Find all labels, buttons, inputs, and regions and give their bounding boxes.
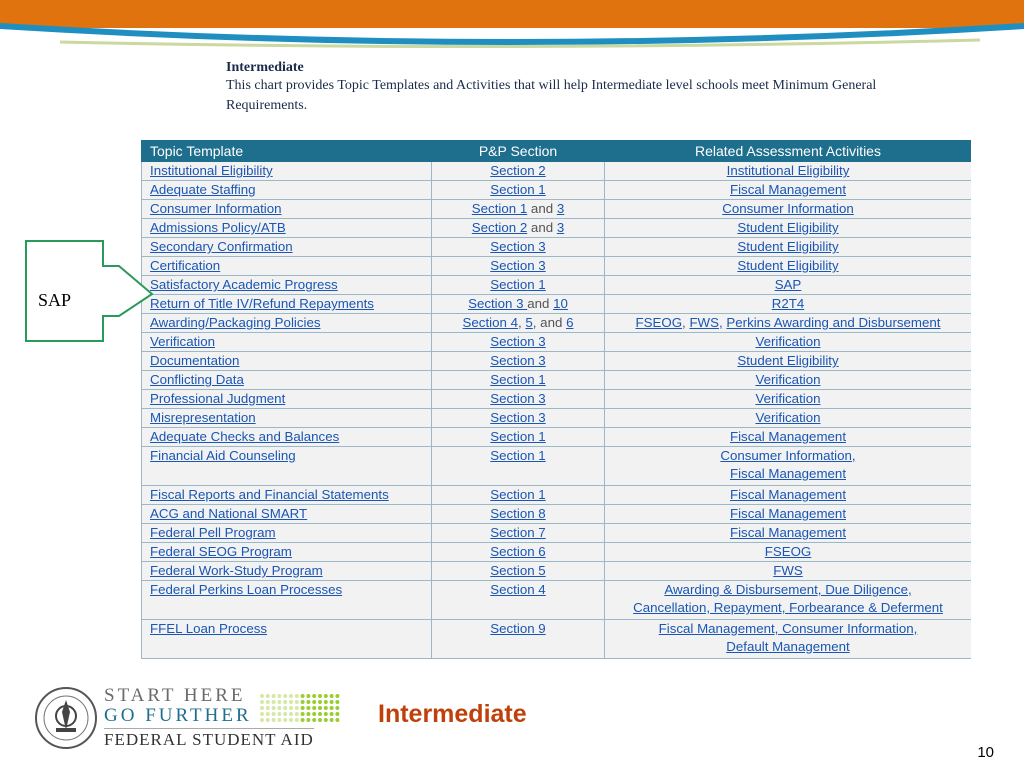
activity-cell <box>605 505 972 524</box>
header-topic-template: Topic Template <box>142 141 432 162</box>
topic-cell <box>142 219 432 238</box>
section-cell <box>432 162 605 181</box>
logo-dot <box>306 706 310 710</box>
intro-block <box>226 60 946 116</box>
section-link[interactable]: Section 1 <box>490 429 546 444</box>
logo-dot <box>301 718 305 722</box>
activity-link[interactable]: Fiscal Management, Consumer Information, <box>658 621 918 636</box>
section-cell <box>432 276 605 295</box>
topic-link[interactable]: ACG and National SMART <box>150 506 308 521</box>
logo-dot <box>295 718 299 722</box>
logo-dot <box>266 712 270 716</box>
logo-dot <box>260 712 264 716</box>
section-link[interactable]: Section 6 <box>490 544 546 559</box>
table-header-row <box>142 141 972 162</box>
section-link[interactable]: 3 <box>556 201 565 216</box>
topic-link[interactable]: Admissions Policy/ATB <box>150 220 286 235</box>
topic-link[interactable]: Federal Work-Study Program <box>150 563 323 578</box>
section-link[interactable]: Section 3 <box>490 410 546 425</box>
activity-link[interactable]: Default Management <box>726 639 850 654</box>
section-link[interactable]: Section 7 <box>490 525 546 540</box>
activity-link[interactable]: R2T4 <box>771 296 805 311</box>
activity-link[interactable]: Consumer Information, <box>720 448 856 463</box>
table-row <box>142 581 972 620</box>
section-cell <box>432 620 605 659</box>
topic-cell <box>142 581 432 620</box>
activity-link[interactable]: FWS, <box>689 315 723 330</box>
topic-cell <box>142 486 432 505</box>
topic-link[interactable]: Consumer Information <box>150 201 282 216</box>
activity-link[interactable]: Awarding & Disbursement, Due Diligence, <box>664 582 912 597</box>
topic-link[interactable]: Fiscal Reports and Financial Statements <box>150 487 389 502</box>
section-link[interactable]: Section 1 <box>490 487 546 502</box>
topic-link[interactable]: Misrepresentation <box>150 410 256 425</box>
logo-dot <box>324 700 328 704</box>
table-row <box>142 333 972 352</box>
logo-dot <box>324 712 328 716</box>
logo-dot <box>301 694 305 698</box>
logo-dot <box>260 718 264 722</box>
sap-callout-label: SAP <box>38 290 72 310</box>
topic-link[interactable]: Professional Judgment <box>150 391 286 406</box>
logo-dot <box>330 694 334 698</box>
table-row <box>142 181 972 200</box>
topic-link[interactable]: Satisfactory Academic Progress <box>150 277 338 292</box>
logo-dot <box>330 706 334 710</box>
table-row <box>142 524 972 543</box>
logo-dot <box>318 706 322 710</box>
topic-template-table <box>141 140 971 659</box>
section-link[interactable]: Section 1 <box>471 201 528 216</box>
section-cell <box>432 314 605 333</box>
topic-cell <box>142 371 432 390</box>
logo-dot <box>272 712 276 716</box>
topic-cell <box>142 505 432 524</box>
activity-link[interactable]: SAP <box>774 277 802 292</box>
section-link[interactable]: 6 <box>566 315 574 330</box>
activity-cell <box>605 181 972 200</box>
section-link[interactable]: Section 3 <box>490 353 546 368</box>
section-cell <box>432 581 605 620</box>
activity-link[interactable]: Student Eligibility <box>737 258 839 273</box>
logo-dot <box>283 706 287 710</box>
table-row <box>142 314 972 333</box>
logo-dot <box>283 694 287 698</box>
section-link[interactable]: 10 <box>553 296 568 311</box>
topic-link[interactable]: Certification <box>150 258 221 273</box>
table-row <box>142 352 972 371</box>
logo-dot <box>266 694 270 698</box>
section-cell <box>432 352 605 371</box>
logo-dot <box>324 694 328 698</box>
logo-dot <box>272 694 276 698</box>
logo-dot <box>283 718 287 722</box>
logo-dot <box>289 700 293 704</box>
section-link[interactable]: Section 3 <box>490 258 546 273</box>
activity-cell <box>605 543 972 562</box>
section-cell <box>432 486 605 505</box>
activity-line <box>613 638 963 656</box>
topic-cell <box>142 162 432 181</box>
table-row <box>142 620 972 659</box>
logo-dot <box>266 706 270 710</box>
section-cell <box>432 428 605 447</box>
separator-text: and <box>527 220 557 235</box>
topic-cell <box>142 409 432 428</box>
activity-cell <box>605 333 972 352</box>
activity-link[interactable]: Student Eligibility <box>737 239 839 254</box>
topic-cell <box>142 447 432 486</box>
topic-cell <box>142 238 432 257</box>
section-link[interactable]: Section 9 <box>490 621 546 636</box>
logo-dot <box>283 712 287 716</box>
topic-cell <box>142 314 432 333</box>
logo-dot <box>318 712 322 716</box>
section-link[interactable]: Section 2 <box>490 163 546 178</box>
activity-line <box>613 465 963 483</box>
section-cell <box>432 181 605 200</box>
topic-link[interactable]: Adequate Checks and Balances <box>150 429 340 444</box>
activity-line <box>613 581 963 599</box>
activity-cell <box>605 352 972 371</box>
section-cell <box>432 371 605 390</box>
logo-dot <box>301 706 305 710</box>
logo-line-start-here: START HERE <box>104 685 246 706</box>
topic-link[interactable]: Return of Title IV/Refund Repayments <box>150 296 374 311</box>
logo-dot <box>312 694 316 698</box>
activity-cell <box>605 219 972 238</box>
activity-link[interactable]: Fiscal Management <box>729 487 847 502</box>
section-cell <box>432 505 605 524</box>
logo-dot <box>330 718 334 722</box>
activity-link[interactable]: Verification <box>755 391 821 406</box>
section-link[interactable]: Section 8 <box>490 506 546 521</box>
logo-dot <box>277 706 281 710</box>
activity-link[interactable]: Fiscal Management <box>729 182 847 197</box>
topic-cell <box>142 181 432 200</box>
table-body <box>142 162 972 659</box>
logo-dot <box>306 718 310 722</box>
logo-dot <box>277 718 281 722</box>
logo-dots-graphic <box>258 692 342 726</box>
section-cell <box>432 447 605 486</box>
topic-cell <box>142 428 432 447</box>
topic-link[interactable]: Secondary Confirmation <box>150 239 293 254</box>
logo-dot <box>272 700 276 704</box>
table-row <box>142 295 972 314</box>
logo-dot <box>277 712 281 716</box>
activity-cell <box>605 238 972 257</box>
activity-link[interactable]: Cancellation, Repayment, Forbearance & Deferment <box>633 600 943 615</box>
activity-cell <box>605 620 972 659</box>
table-row <box>142 257 972 276</box>
activity-cell <box>605 409 972 428</box>
table-row <box>142 447 972 486</box>
activity-link[interactable]: FWS <box>773 563 803 578</box>
logo-dot <box>272 718 276 722</box>
table-row <box>142 562 972 581</box>
topic-cell <box>142 543 432 562</box>
activity-cell <box>605 524 972 543</box>
table-row <box>142 409 972 428</box>
activity-cell <box>605 486 972 505</box>
topic-link[interactable]: Documentation <box>150 353 240 368</box>
activity-cell <box>605 447 972 486</box>
topic-cell <box>142 257 432 276</box>
logo-line-go-further: GO FURTHER <box>104 705 252 726</box>
activity-link[interactable]: Fiscal Management <box>729 466 847 481</box>
activity-line <box>613 620 963 638</box>
topic-link[interactable]: Verification <box>150 334 216 349</box>
logo-dot <box>312 718 316 722</box>
intro-description: This chart provides Topic Templates and Activities that will help Intermediate level schools meet Minimum General Requirements. <box>226 78 877 113</box>
section-link[interactable]: Section 1 <box>490 448 546 463</box>
section-cell <box>432 409 605 428</box>
topic-cell <box>142 276 432 295</box>
activity-cell <box>605 428 972 447</box>
activity-cell <box>605 200 972 219</box>
section-link[interactable]: Section 3 <box>468 296 528 311</box>
logo-dot <box>306 712 310 716</box>
logo-dot <box>266 718 270 722</box>
topic-cell <box>142 390 432 409</box>
section-cell <box>432 257 605 276</box>
logo-dot <box>335 706 339 710</box>
section-link[interactable]: 3 <box>556 220 565 235</box>
logo-dot <box>289 712 293 716</box>
logo-dot <box>289 706 293 710</box>
activity-link[interactable]: FSEOG <box>635 315 683 330</box>
activity-cell <box>605 390 972 409</box>
activity-link[interactable]: Consumer Information <box>722 201 854 216</box>
topic-link[interactable]: Conflicting Data <box>150 372 244 387</box>
logo-dot <box>266 700 270 704</box>
table-row <box>142 486 972 505</box>
section-cell <box>432 543 605 562</box>
activity-cell <box>605 562 972 581</box>
topic-cell <box>142 352 432 371</box>
separator-text: and <box>527 296 554 311</box>
logo-dot <box>330 700 334 704</box>
header-pp-section: P&P Section <box>432 141 605 162</box>
topic-link[interactable]: Financial Aid Counseling <box>150 448 296 463</box>
table-row <box>142 219 972 238</box>
activity-cell <box>605 371 972 390</box>
logo-dot <box>324 706 328 710</box>
section-link[interactable]: Section 4 <box>462 315 518 330</box>
activity-cell <box>605 314 972 333</box>
logo-dot <box>289 694 293 698</box>
activity-cell <box>605 581 972 620</box>
section-link[interactable]: Section 1 <box>490 277 546 292</box>
table-row <box>142 505 972 524</box>
activity-link[interactable]: Student Eligibility <box>737 220 839 235</box>
section-cell <box>432 295 605 314</box>
topic-cell <box>142 333 432 352</box>
logo-dot <box>318 700 322 704</box>
table-row <box>142 238 972 257</box>
section-link[interactable]: Section 2 <box>471 220 528 235</box>
logo-dot <box>301 712 305 716</box>
table-row <box>142 543 972 562</box>
logo-dot <box>335 712 339 716</box>
section-cell <box>432 219 605 238</box>
activity-link[interactable]: Verification <box>755 410 821 425</box>
topic-link[interactable]: Federal Pell Program <box>150 525 276 540</box>
topic-link[interactable]: Adequate Staffing <box>150 182 256 197</box>
table-row <box>142 162 972 181</box>
table-row <box>142 276 972 295</box>
intro-heading: Intermediate <box>226 60 304 75</box>
topic-link[interactable]: FFEL Loan Process <box>150 621 268 636</box>
logo-dot <box>289 718 293 722</box>
section-cell <box>432 524 605 543</box>
activity-link[interactable]: FSEOG <box>764 544 812 559</box>
logo-dot <box>295 712 299 716</box>
logo-dot <box>277 694 281 698</box>
topic-link[interactable]: Federal SEOG Program <box>150 544 292 559</box>
activity-link[interactable]: Perkins Awarding and Disbursement <box>726 315 941 330</box>
activity-link[interactable]: Verification <box>755 372 821 387</box>
logo-dot <box>318 694 322 698</box>
logo-line-federal-student-aid: FEDERAL STUDENT AID <box>104 730 314 749</box>
table-row <box>142 390 972 409</box>
logo-dot <box>260 700 264 704</box>
logo-dot <box>335 700 339 704</box>
header-related-activities: Related Assessment Activities <box>605 141 972 162</box>
logo-dot <box>312 712 316 716</box>
activity-link[interactable]: Verification <box>755 334 821 349</box>
activity-cell <box>605 276 972 295</box>
logo-dot <box>318 718 322 722</box>
logo-dot <box>330 712 334 716</box>
logo-dot <box>295 694 299 698</box>
table-row <box>142 200 972 219</box>
table-row <box>142 371 972 390</box>
activity-link[interactable]: Fiscal Management <box>729 506 847 521</box>
activity-cell <box>605 295 972 314</box>
activity-line <box>613 447 963 465</box>
logo-dot <box>260 706 264 710</box>
logo-dot <box>324 718 328 722</box>
topic-link[interactable]: Awarding/Packaging Policies <box>150 315 321 330</box>
section-cell <box>432 390 605 409</box>
activity-link[interactable]: Student Eligibility <box>737 353 839 368</box>
logo-dot <box>301 700 305 704</box>
logo-dot <box>306 700 310 704</box>
separator-text: and <box>527 201 557 216</box>
header-decoration <box>0 0 1024 60</box>
section-cell <box>432 562 605 581</box>
topic-cell <box>142 295 432 314</box>
topic-cell <box>142 620 432 659</box>
separator-text: , and <box>532 315 567 330</box>
activity-line <box>613 599 963 617</box>
activity-link[interactable]: Institutional Eligibility <box>726 163 850 178</box>
section-cell <box>432 200 605 219</box>
slide-title: Intermediate <box>378 700 527 728</box>
logo-dot <box>277 700 281 704</box>
logo-dot <box>312 706 316 710</box>
section-link[interactable]: Section 3 <box>490 239 546 254</box>
logo-dot <box>260 694 264 698</box>
logo-dot <box>295 700 299 704</box>
section-link[interactable]: Section 3 <box>490 391 546 406</box>
section-link[interactable]: Section 5 <box>490 563 546 578</box>
section-cell <box>432 238 605 257</box>
logo-dot <box>312 700 316 704</box>
logo-dot <box>295 706 299 710</box>
activity-link[interactable]: Fiscal Management <box>729 429 847 444</box>
logo-dot <box>335 718 339 722</box>
section-link[interactable]: Section 3 <box>490 334 546 349</box>
topic-table-container <box>141 140 971 665</box>
department-of-education-seal-icon <box>34 686 98 750</box>
page-number: 10 <box>977 744 994 761</box>
topic-cell <box>142 562 432 581</box>
table-row <box>142 428 972 447</box>
logo-dot <box>272 706 276 710</box>
topic-cell <box>142 524 432 543</box>
logo-dot <box>335 694 339 698</box>
topic-cell <box>142 200 432 219</box>
logo-dot <box>283 700 287 704</box>
activity-cell <box>605 257 972 276</box>
section-link[interactable]: Section 1 <box>490 182 546 197</box>
activity-link[interactable]: Fiscal Management <box>729 525 847 540</box>
separator-text: , <box>517 315 526 330</box>
separator-text: , <box>682 315 690 330</box>
topic-link[interactable]: Institutional Eligibility <box>150 163 273 178</box>
logo-dot <box>306 694 310 698</box>
section-link[interactable]: Section 4 <box>490 582 546 597</box>
section-link[interactable]: Section 1 <box>490 372 546 387</box>
section-cell <box>432 333 605 352</box>
activity-cell <box>605 162 972 181</box>
topic-link[interactable]: Federal Perkins Loan Processes <box>150 582 343 597</box>
section-link[interactable]: 5 <box>525 315 533 330</box>
